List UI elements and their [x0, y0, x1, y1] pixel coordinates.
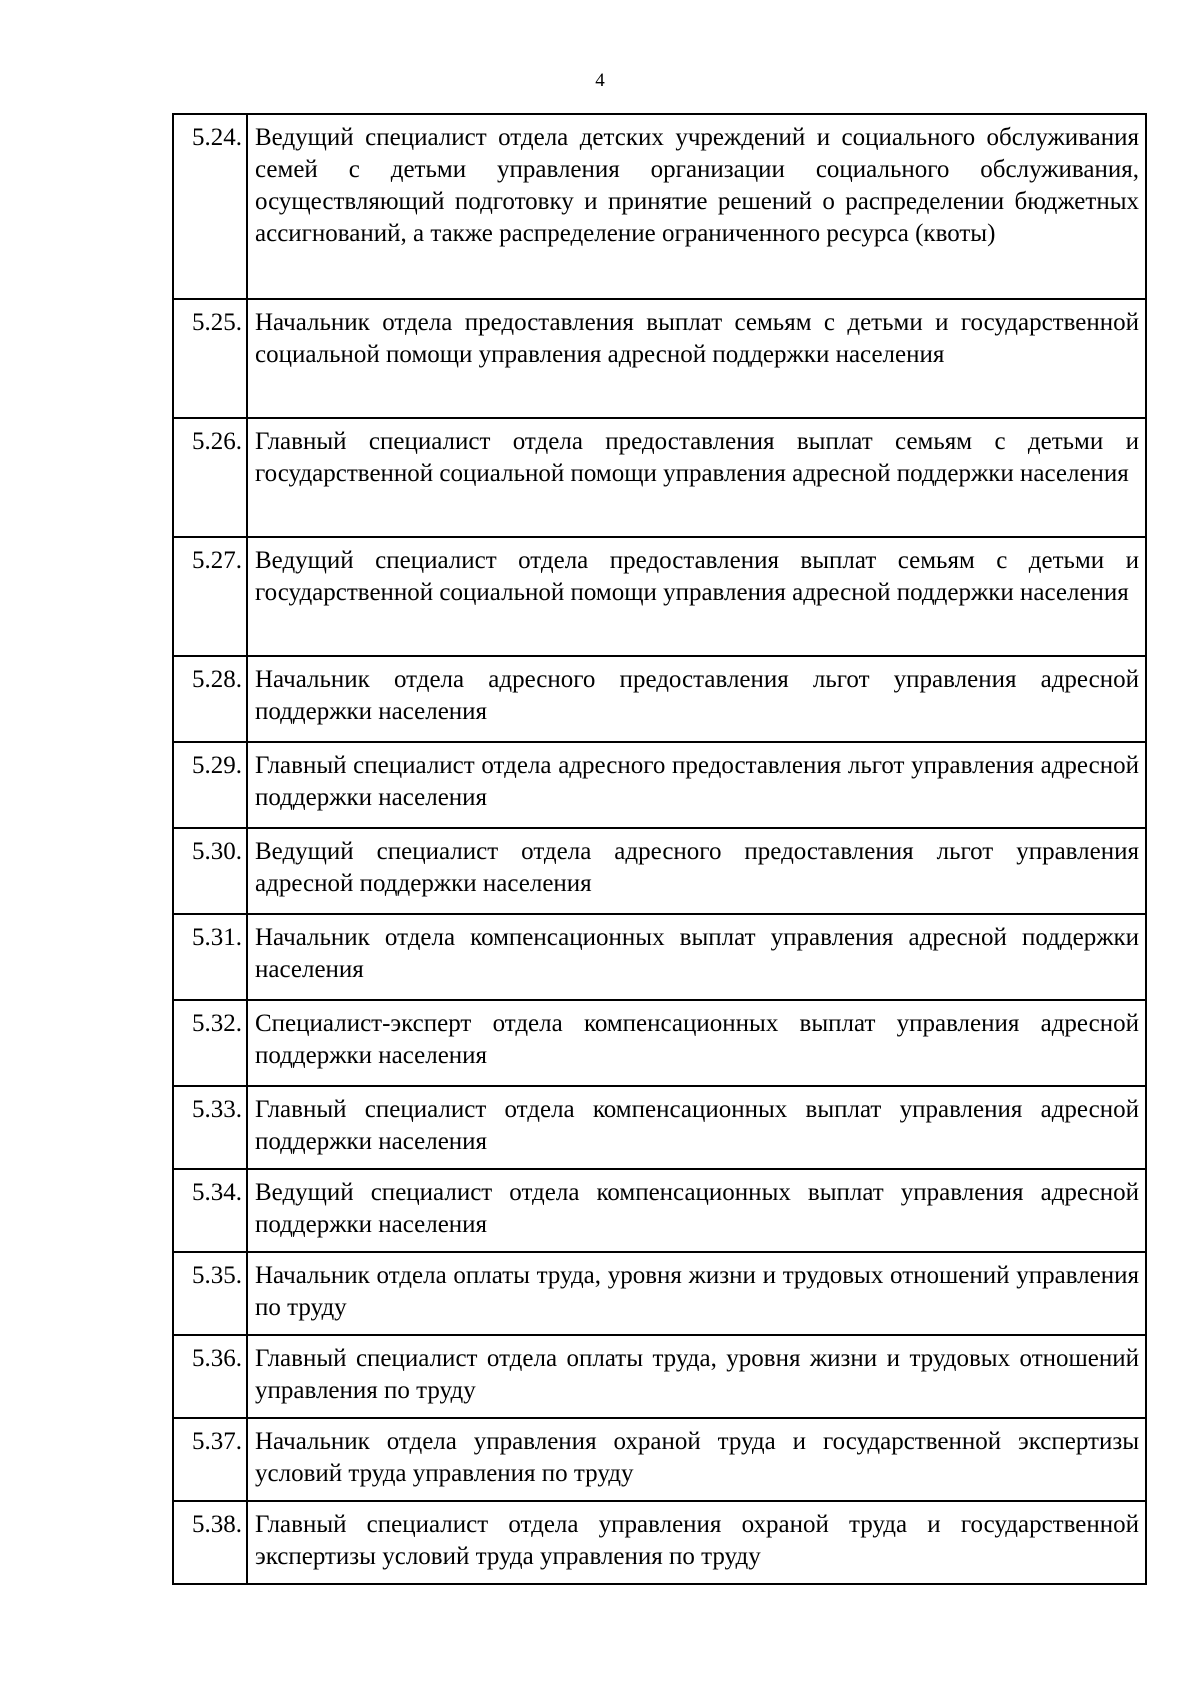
- table-row: [173, 1252, 1146, 1335]
- row-number: 5.32.: [173, 1000, 247, 1086]
- row-position: Ведущий специалист отдела адресного предоставления льгот управления адресной поддержки населения: [247, 828, 1146, 914]
- table-row: [173, 1418, 1146, 1501]
- table-row: [173, 1335, 1146, 1418]
- row-number: 5.26.: [173, 418, 247, 537]
- row-position: Ведущий специалист отдела компенсационных выплат управления адресной поддержки населения: [247, 1169, 1146, 1252]
- table-row: [173, 418, 1146, 537]
- page-number: 4: [595, 70, 605, 91]
- row-position: Главный специалист отдела адресного предоставления льгот управления адресной поддержки населения: [247, 742, 1146, 828]
- row-position: Начальник отдела адресного предоставления льгот управления адресной поддержки населения: [247, 656, 1146, 742]
- row-position: Ведущий специалист отдела детских учреждений и социального обслуживания семей с детьми управления организации социального обслуживания, осуществляющий подготовку и принятие решений о распределении бюджетных ассигнований, а также распределение ограниченного ресурса (квоты): [247, 114, 1146, 299]
- row-position: Главный специалист отдела управления охраной труда и государственной экспертизы условий труда управления по труду: [247, 1501, 1146, 1584]
- row-position: Специалист-эксперт отдела компенсационных выплат управления адресной поддержки населения: [247, 1000, 1146, 1086]
- row-number: 5.28.: [173, 656, 247, 742]
- table-row: [173, 537, 1146, 656]
- row-number: 5.34.: [173, 1169, 247, 1252]
- row-position: Начальник отдела оплаты труда, уровня жизни и трудовых отношений управления по труду: [247, 1252, 1146, 1335]
- row-position: Начальник отдела управления охраной труда и государственной экспертизы условий труда управления по труду: [247, 1418, 1146, 1501]
- table-row: [173, 914, 1146, 1000]
- row-number: 5.29.: [173, 742, 247, 828]
- row-number: 5.27.: [173, 537, 247, 656]
- table-row: [173, 742, 1146, 828]
- table-row: [173, 114, 1146, 299]
- row-number: 5.24.: [173, 114, 247, 299]
- positions-table: [172, 113, 1147, 1585]
- row-position: Ведущий специалист отдела предоставления выплат семьям с детьми и государственной социальной помощи управления адресной поддержки населения: [247, 537, 1146, 656]
- row-position: Начальник отдела предоставления выплат семьям с детьми и государственной социальной помощи управления адресной поддержки населения: [247, 299, 1146, 418]
- row-position: Главный специалист отдела оплаты труда, уровня жизни и трудовых отношений управления по труду: [247, 1335, 1146, 1418]
- table-row: [173, 1169, 1146, 1252]
- row-number: 5.25.: [173, 299, 247, 418]
- table-row: [173, 1086, 1146, 1169]
- table-row: [173, 299, 1146, 418]
- row-position: Начальник отдела компенсационных выплат управления адресной поддержки населения: [247, 914, 1146, 1000]
- table-row: [173, 1000, 1146, 1086]
- row-number: 5.30.: [173, 828, 247, 914]
- row-number: 5.36.: [173, 1335, 247, 1418]
- row-number: 5.33.: [173, 1086, 247, 1169]
- row-number: 5.38.: [173, 1501, 247, 1584]
- row-number: 5.35.: [173, 1252, 247, 1335]
- row-position: Главный специалист отдела компенсационных выплат управления адресной поддержки населения: [247, 1086, 1146, 1169]
- row-position: Главный специалист отдела предоставления выплат семьям с детьми и государственной социальной помощи управления адресной поддержки населения: [247, 418, 1146, 537]
- table-row: [173, 828, 1146, 914]
- row-number: 5.37.: [173, 1418, 247, 1501]
- table-row: [173, 1501, 1146, 1584]
- table-row: [173, 656, 1146, 742]
- row-number: 5.31.: [173, 914, 247, 1000]
